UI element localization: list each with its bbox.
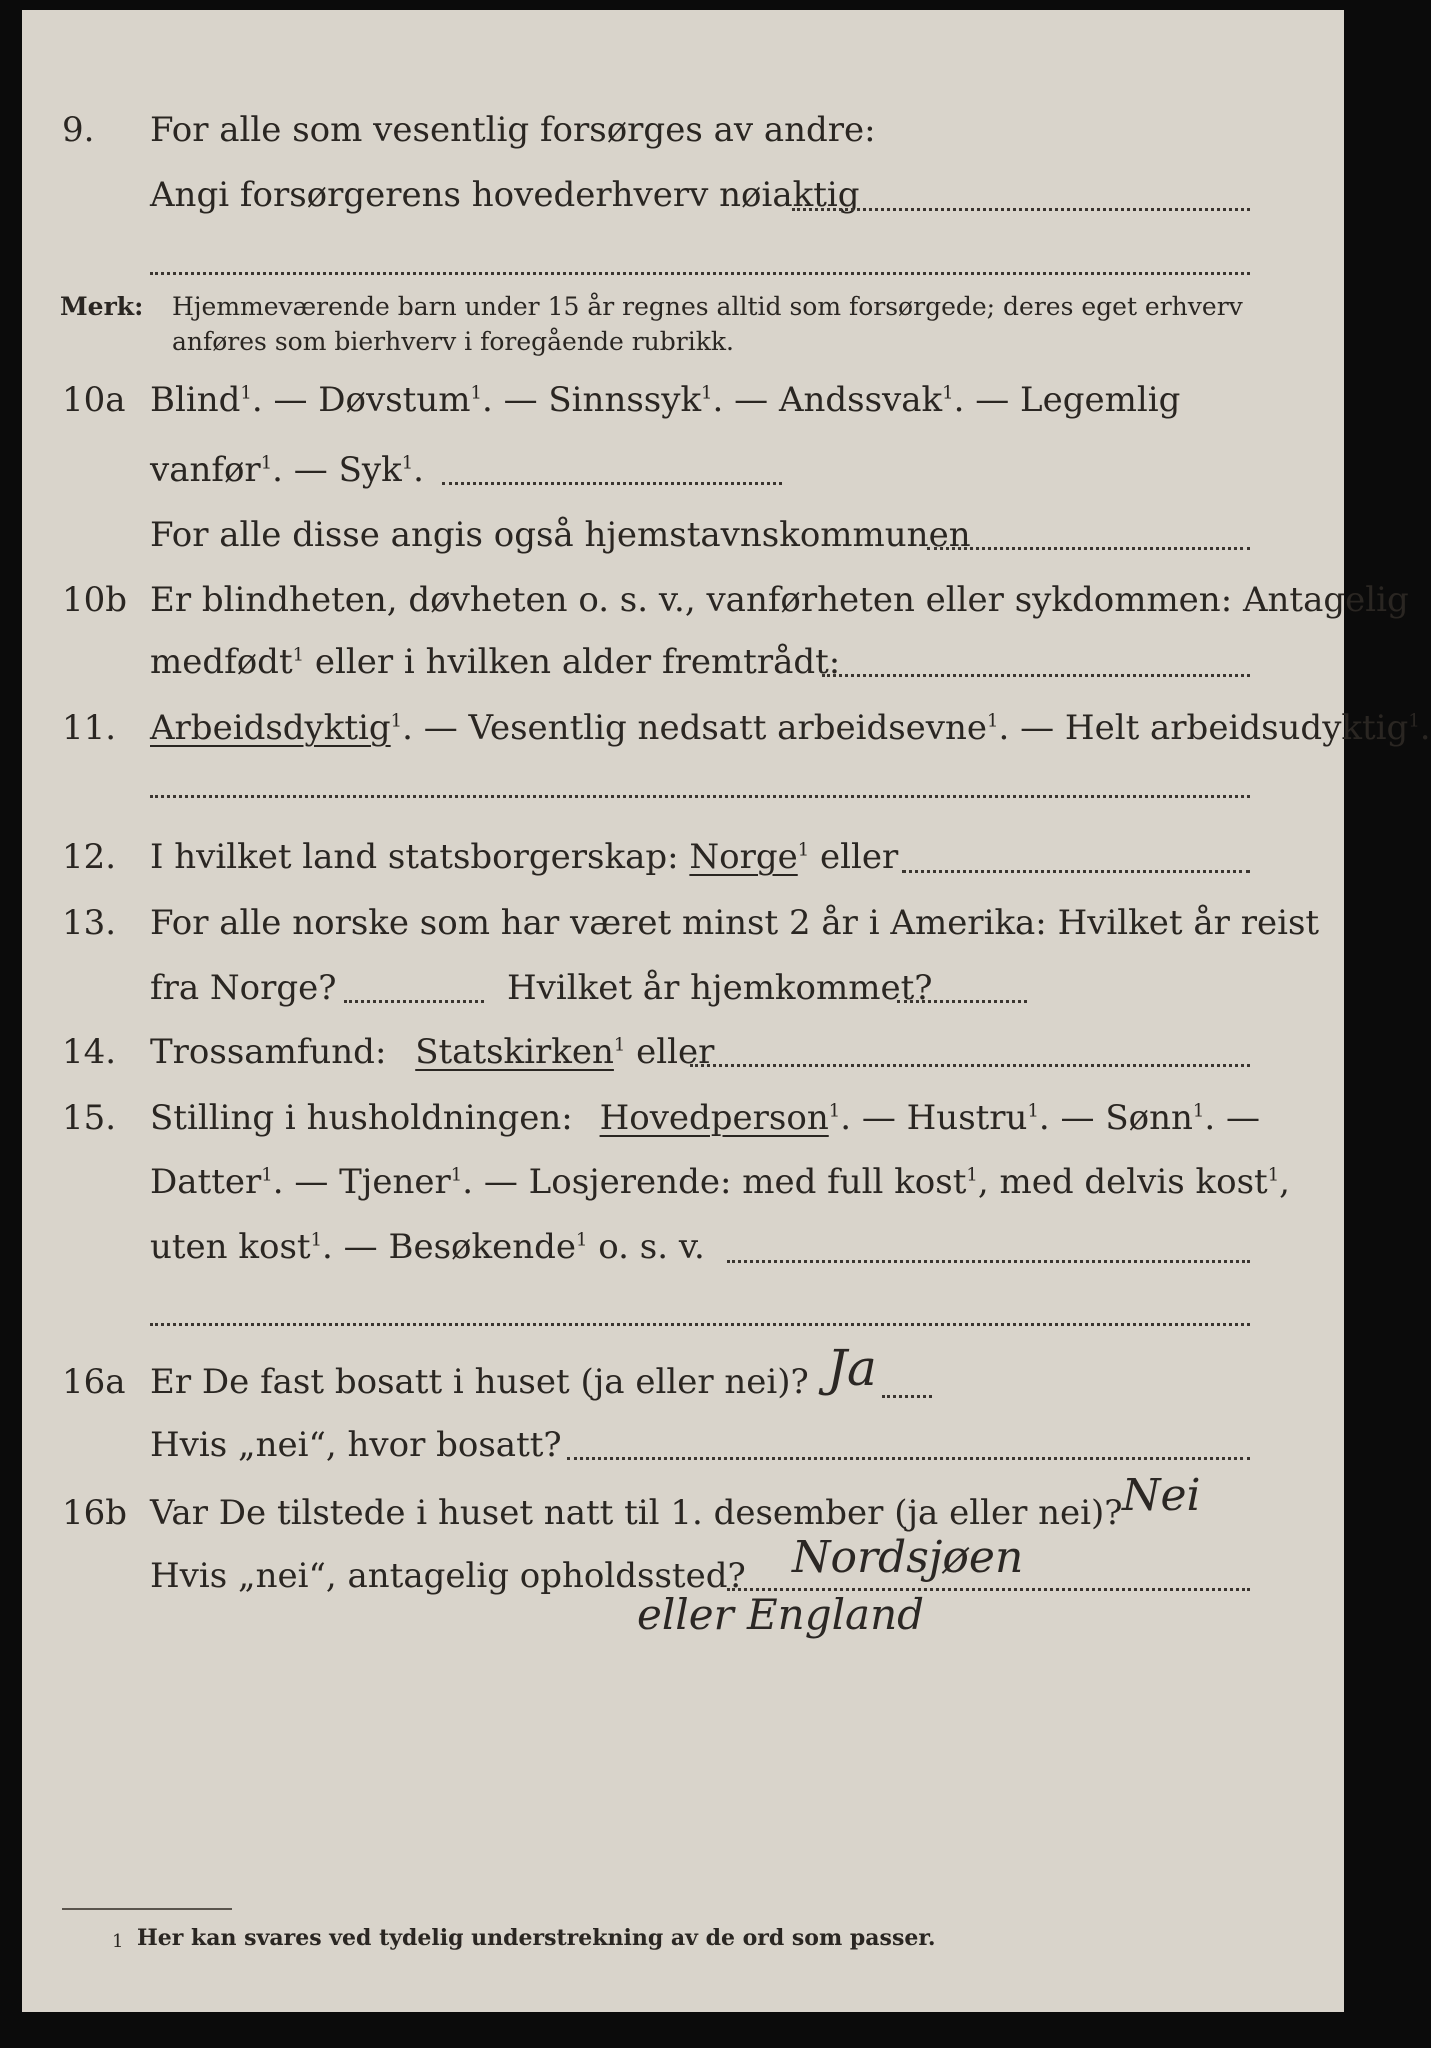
q10a-line3: For alle disse angis også hjemstavnskommunen <box>150 515 971 555</box>
q16a-answer-line[interactable] <box>882 1395 932 1398</box>
q10b-answer-line[interactable] <box>822 674 1250 677</box>
option-hustru[interactable]: Hustru <box>906 1098 1028 1138</box>
option-arbeidsdyktig[interactable]: Arbeidsdyktig <box>150 708 391 748</box>
option-medfodt[interactable]: medfødt <box>150 642 293 682</box>
option-tjener[interactable]: Tjener <box>339 1162 451 1202</box>
q16b-handwritten-place: Nordsjøen <box>792 1532 1024 1583</box>
option-losjerende: Losjerende: <box>528 1162 732 1202</box>
q9-line1: For alle som vesentlig forsørges av andre: <box>150 110 876 150</box>
option-blind[interactable]: Blind <box>150 380 241 420</box>
footnote-divider <box>62 1908 232 1910</box>
option-full-kost[interactable]: med full kost <box>742 1162 967 1202</box>
q11-answer-line[interactable] <box>150 795 1250 798</box>
q16a-line2: Hvis „nei“, hvor bosatt? <box>150 1425 562 1465</box>
q15-answer-line[interactable] <box>727 1260 1250 1263</box>
question-number-10b: 10b <box>62 580 128 620</box>
q10b-line1: Er blindheten, døvheten o. s. v., vanførheten eller sykdommen: Antagelig <box>150 580 1409 620</box>
question-number-10a: 10a <box>62 380 126 420</box>
q10b-line2: medfødt$^1$ eller i hvilken alder fremtrådt: <box>150 642 841 682</box>
q10a-line2: vanfør$^1$. — Syk$^1$. <box>150 450 424 490</box>
q9-answer-line-2[interactable] <box>150 272 1250 275</box>
option-vanfor[interactable]: vanfør <box>150 450 261 490</box>
q9-line2: Angi forsørgerens hovederhverv nøiaktig <box>150 175 860 215</box>
q12-answer-line[interactable] <box>902 870 1250 873</box>
option-andssvak[interactable]: Andssvak <box>778 380 943 420</box>
option-dovstum[interactable]: Døvstum <box>318 380 471 420</box>
q13-line1: For alle norske som har været minst 2 år i Amerika: Hvilket år reist <box>150 903 1320 943</box>
option-uten-kost[interactable]: uten kost <box>150 1227 311 1267</box>
option-sinnssyk[interactable]: Sinnssyk <box>548 380 702 420</box>
question-number-13: 13. <box>62 903 117 943</box>
merk-line1: Hjemmeværende barn under 15 år regnes alltid som forsørgede; deres eget erhverv <box>172 292 1243 321</box>
q13-hjemkommet-line[interactable] <box>897 1000 1027 1003</box>
question-number-12: 12. <box>62 837 117 877</box>
option-delvis-kost[interactable]: med delvis kost <box>999 1162 1268 1202</box>
q10a-hjemstavn-line[interactable] <box>927 547 1250 550</box>
option-besokende[interactable]: Besøkende <box>388 1227 576 1267</box>
option-hovedperson[interactable]: Hovedperson <box>599 1098 829 1138</box>
question-number-11: 11. <box>62 708 117 748</box>
q15-line1: Stilling i husholdningen: Hovedperson$^1$. — Hustru$^1$. — Sønn$^1$. — <box>150 1098 1260 1138</box>
merk-label: Merk: <box>60 292 144 321</box>
q13-reist-line[interactable] <box>344 1000 484 1003</box>
q16a-bosatt-line[interactable] <box>567 1457 1250 1460</box>
question-number-16a: 16a <box>62 1362 126 1402</box>
q9-answer-line[interactable] <box>792 208 1250 211</box>
q12-line: I hvilket land statsborgerskap: Norge$^1$ eller <box>150 837 899 877</box>
q13-line2b: Hvilket år hjemkommet? <box>507 968 933 1008</box>
option-udyktig[interactable]: Helt arbeidsudyktig <box>1064 708 1409 748</box>
footnote-text: Her kan svares ved tydelig understrekning av de ord som passer. <box>137 1925 936 1951</box>
question-number-16b: 16b <box>62 1493 128 1533</box>
q14-answer-line[interactable] <box>690 1064 1250 1067</box>
q16a-handwritten-answer: Ja <box>827 1339 877 1397</box>
q15-line3: uten kost$^1$. — Besøkende$^1$ o. s. v. <box>150 1227 705 1267</box>
q10a-line1: Blind$^1$. — Døvstum$^1$. — Sinnssyk$^1$. — Andssvak$^1$. — Legemlig <box>150 380 1181 420</box>
census-form-page <box>22 10 1431 2012</box>
option-norge[interactable]: Norge <box>689 837 798 877</box>
option-statskirken[interactable]: Statskirken <box>415 1032 614 1072</box>
q16b-handwritten-answer: Nei <box>1122 1470 1201 1521</box>
q15-answer-line-2[interactable] <box>150 1323 1250 1326</box>
question-number-14: 14. <box>62 1032 117 1072</box>
merk-line2: anføres som bierhverv i foregående rubrikk. <box>172 327 734 356</box>
option-datter[interactable]: Datter <box>150 1162 262 1202</box>
question-number-9: 9. <box>62 110 95 150</box>
option-legemlig[interactable]: Legemlig <box>1020 380 1181 420</box>
q16b-line2: Hvis „nei“, antagelig opholdssted? <box>150 1556 746 1596</box>
option-sonn[interactable]: Sønn <box>1105 1098 1193 1138</box>
q10a-answer-line[interactable] <box>442 482 782 485</box>
option-syk[interactable]: Syk <box>338 450 402 490</box>
q13-line2a: fra Norge? <box>150 968 337 1008</box>
q16a-line1: Er De fast bosatt i huset (ja eller nei)? <box>150 1362 809 1402</box>
footnote-mark: 1 <box>112 1931 124 1952</box>
q16b-handwritten-place-2: eller England <box>637 1590 925 1639</box>
q14-line: Trossamfund: Statskirken$^1$ eller <box>150 1032 715 1072</box>
q16b-line1: Var De tilstede i huset natt til 1. desember (ja eller nei)? <box>150 1493 1123 1533</box>
option-nedsatt[interactable]: Vesentlig nedsatt arbeidsevne <box>468 708 988 748</box>
question-number-15: 15. <box>62 1098 117 1138</box>
q11-line: Arbeidsdyktig$^1$. — Vesentlig nedsatt arbeidsevne$^1$. — Helt arbeidsudyktig$^1$. <box>150 708 1431 748</box>
q15-line2: Datter$^1$. — Tjener$^1$. — Losjerende: med full kost$^1$, med delvis kost$^1$, <box>150 1162 1290 1202</box>
